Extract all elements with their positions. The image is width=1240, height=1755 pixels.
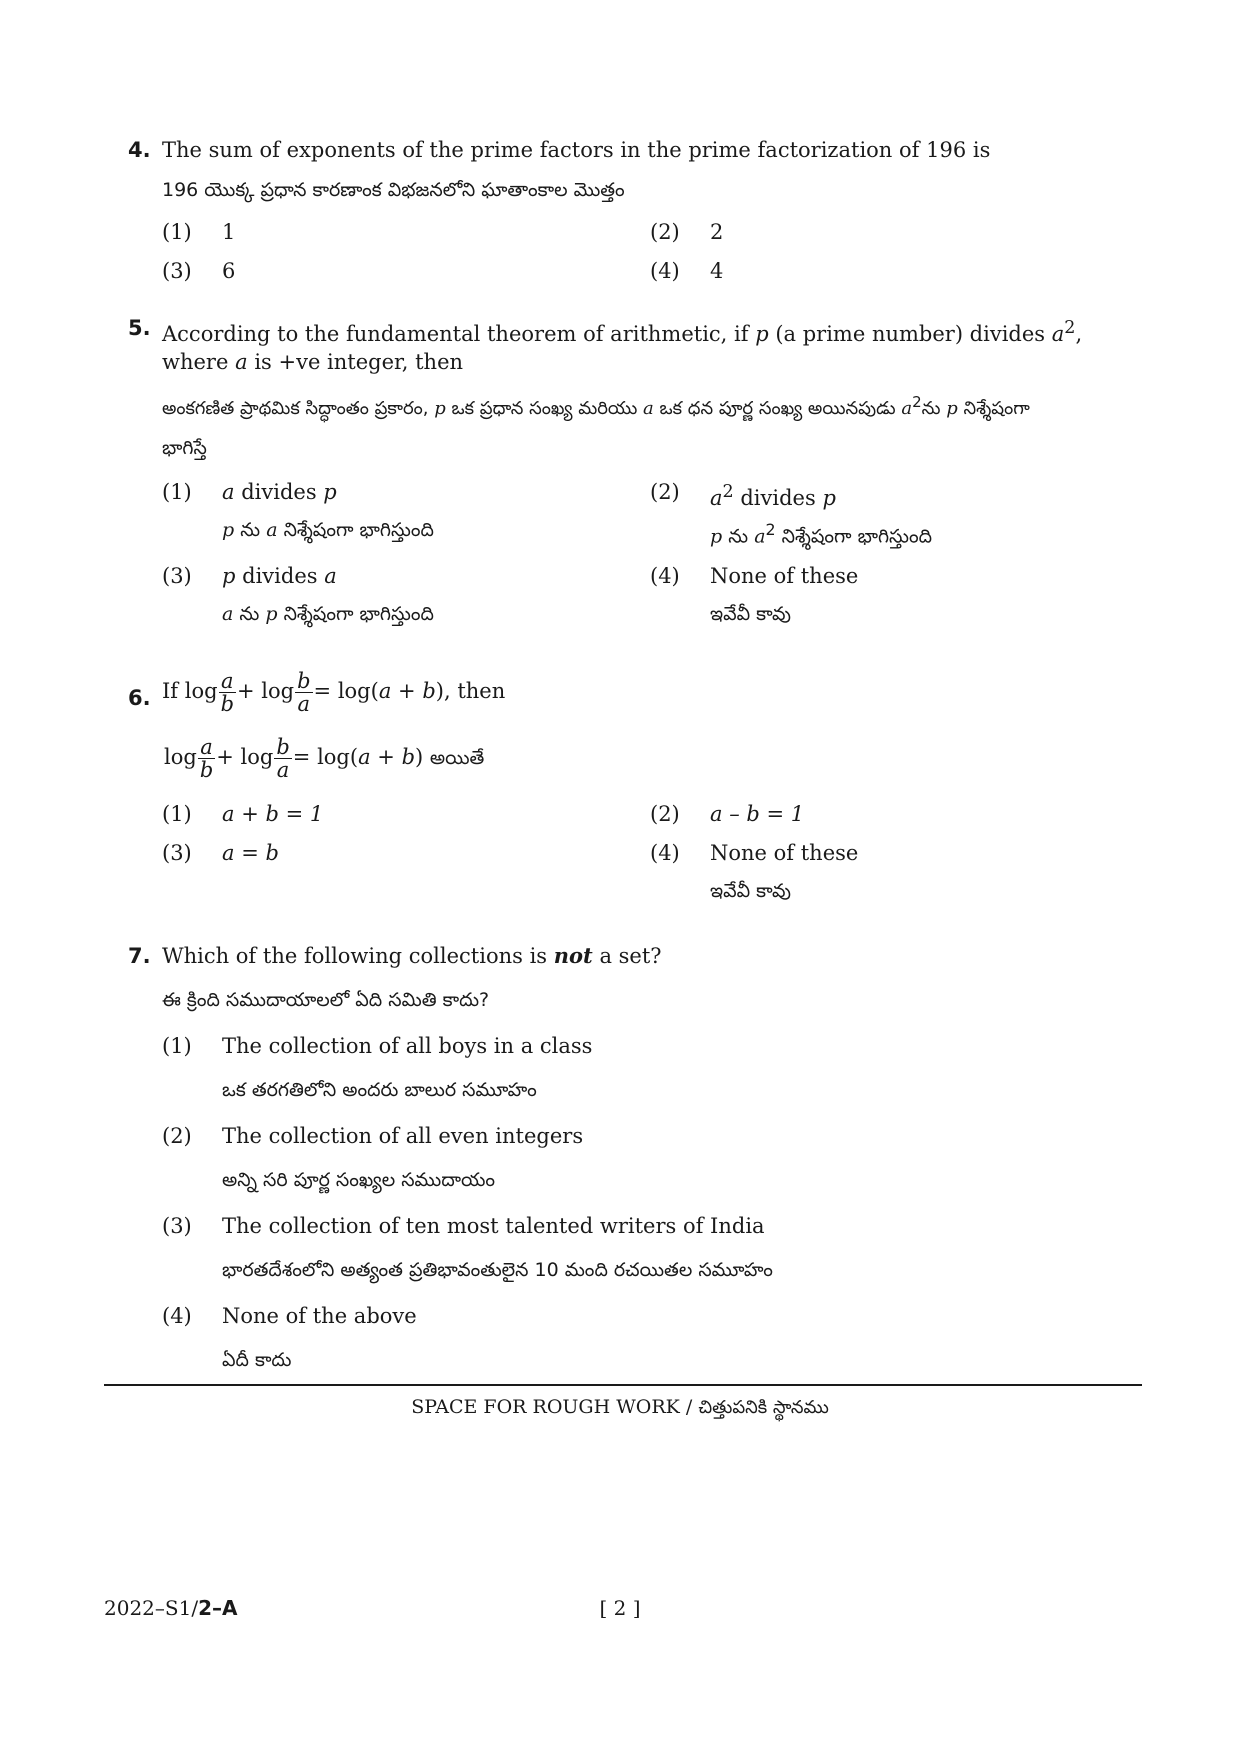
option-text: $a^2$ divides p bbox=[710, 482, 836, 510]
text-fragment: అయితే bbox=[429, 747, 485, 769]
text-fragment: According to the fundamental theorem of arithmetic, if bbox=[162, 322, 749, 346]
text-fragment: నిశ్శేషంగా bbox=[963, 398, 1030, 419]
question-text-en: If log $\frac{a}{b}$ + log $\frac{b}{a}$ = log(a + b), then bbox=[162, 669, 506, 716]
question-text-te: అంకగణిత ప్రాథమిక సిద్ధాంతం ప్రకారం, p ఒక ప్రధాన సంఖ్య మరియు a ఒక ధన పూర్ణ సంఖ్య అయినపుడు $a^2ను$ p నిశ్శేషంగా bbox=[162, 393, 1030, 419]
option-text: 1 bbox=[222, 220, 236, 244]
option-text: The collection of ten most talented writers of India bbox=[222, 1214, 765, 1238]
text-fragment: ఒక ధన పూర్ణ సంఖ్య అయినపుడు bbox=[659, 398, 896, 419]
text-fragment: a set? bbox=[599, 944, 662, 968]
rough-work-en: SPACE FOR ROUGH WORK / bbox=[411, 1396, 693, 1418]
question-text-te: 196 యొక్క ప్రధాన కారణాంక విభజనలోని ఘాతాంకాల మొత్తం bbox=[162, 179, 625, 201]
option-text: 4 bbox=[710, 259, 724, 283]
option-text: None of the above bbox=[222, 1304, 417, 1328]
option-text-te: ఇవేవీ కావు bbox=[710, 880, 791, 902]
question-text-te: ఈ క్రింది సముదాయాలలో ఏది సమితి కాదు? bbox=[162, 989, 490, 1011]
option-text: a divides p bbox=[222, 480, 337, 504]
text-fragment: అంకగణిత ప్రాథమిక సిద్ధాంతం ప్రకారం, bbox=[162, 398, 429, 419]
text-fragment: ఒక ప్రధాన సంఖ్య మరియు bbox=[451, 398, 638, 419]
text-fragment: ను bbox=[921, 398, 941, 419]
question-number: 6. bbox=[128, 686, 151, 710]
option-text-te: ఇవేవీ కావు bbox=[710, 603, 791, 625]
rough-work-te: చిత్తుపనికి స్థానము bbox=[698, 1397, 829, 1418]
question-text-en: The sum of exponents of the prime factors in the prime factorization of 196 is bbox=[162, 138, 991, 162]
option-number: (4) bbox=[162, 1304, 192, 1328]
question-text-te: log $\frac{a}{b}$ + log $\frac{b}{a}$ = log(a + b) అయితే bbox=[164, 735, 485, 782]
option-text-te: p ను $a^2$ నిశ్శేషంగా భాగిస్తుంది bbox=[710, 520, 933, 548]
option-number: (4) bbox=[650, 841, 680, 865]
option-text: a – b = 1 bbox=[710, 802, 805, 826]
paper-code-prefix: 2022–S1/ bbox=[104, 1596, 199, 1620]
question-number: 7. bbox=[128, 944, 151, 968]
option-text: p divides a bbox=[222, 564, 337, 588]
option-text-te: అన్ని సరి పూర్ణ సంఖ్యల సముదాయం bbox=[222, 1169, 496, 1191]
question-number: 4. bbox=[128, 138, 151, 162]
section-divider bbox=[104, 1384, 1142, 1386]
text-fragment: is +ve integer, then bbox=[254, 350, 464, 374]
option-number: (2) bbox=[650, 480, 680, 504]
option-text: None of these bbox=[710, 841, 859, 865]
option-number: (1) bbox=[162, 480, 192, 504]
question-text-en bbox=[162, 942, 1142, 970]
question-number: 5. bbox=[128, 316, 151, 340]
option-number: (1) bbox=[162, 1034, 192, 1058]
option-number: (3) bbox=[162, 564, 192, 588]
paper-code-set: 2–A bbox=[198, 1596, 238, 1620]
option-text: 2 bbox=[710, 220, 724, 244]
option-text: a = b bbox=[222, 841, 279, 865]
option-text: The collection of all even integers bbox=[222, 1124, 584, 1148]
option-number: (4) bbox=[650, 259, 680, 283]
option-number: (2) bbox=[650, 802, 680, 826]
text-emphasis: not bbox=[553, 943, 593, 968]
option-text-te: a ను p నిశ్శేషంగా భాగిస్తుంది bbox=[222, 603, 434, 625]
question-text-te-cont: భాగిస్తే bbox=[162, 437, 207, 459]
option-number: (3) bbox=[162, 1214, 192, 1238]
option-text-te: ఒక తరగతిలోని అందరు బాలుర సమూహం bbox=[222, 1079, 537, 1101]
option-number: (1) bbox=[162, 220, 192, 244]
text-fragment: If bbox=[162, 679, 179, 703]
text-fragment: then bbox=[457, 679, 506, 703]
text-fragment: (a prime number) divides bbox=[775, 322, 1046, 346]
option-text-te: భారతదేశంలోని అత్యంత ప్రతిభావంతులైన 10 మంది రచయితల సమూహం bbox=[222, 1259, 773, 1281]
rough-work-label bbox=[0, 1396, 1240, 1422]
option-number: (3) bbox=[162, 259, 192, 283]
option-text-te: p ను a నిశ్శేషంగా భాగిస్తుంది bbox=[222, 519, 434, 541]
question-text-en: According to the fundamental theorem of arithmetic, if p (a prime number) divides $a^2$, where a is +ve integer, then bbox=[162, 318, 1083, 374]
option-text: 6 bbox=[222, 259, 236, 283]
option-number: (3) bbox=[162, 841, 192, 865]
option-number: (4) bbox=[650, 564, 680, 588]
option-text-te: ఏదీ కాదు bbox=[222, 1349, 292, 1371]
text-fragment: , where bbox=[162, 322, 1083, 374]
text-fragment: Which of the following collections is bbox=[162, 944, 548, 968]
option-text: The collection of all boys in a class bbox=[222, 1034, 593, 1058]
page-number: [ 2 ] bbox=[599, 1596, 641, 1620]
option-number: (2) bbox=[650, 220, 680, 244]
option-number: (1) bbox=[162, 802, 192, 826]
option-text: None of these bbox=[710, 564, 859, 588]
option-number: (2) bbox=[162, 1124, 192, 1148]
option-text: a + b = 1 bbox=[222, 802, 324, 826]
